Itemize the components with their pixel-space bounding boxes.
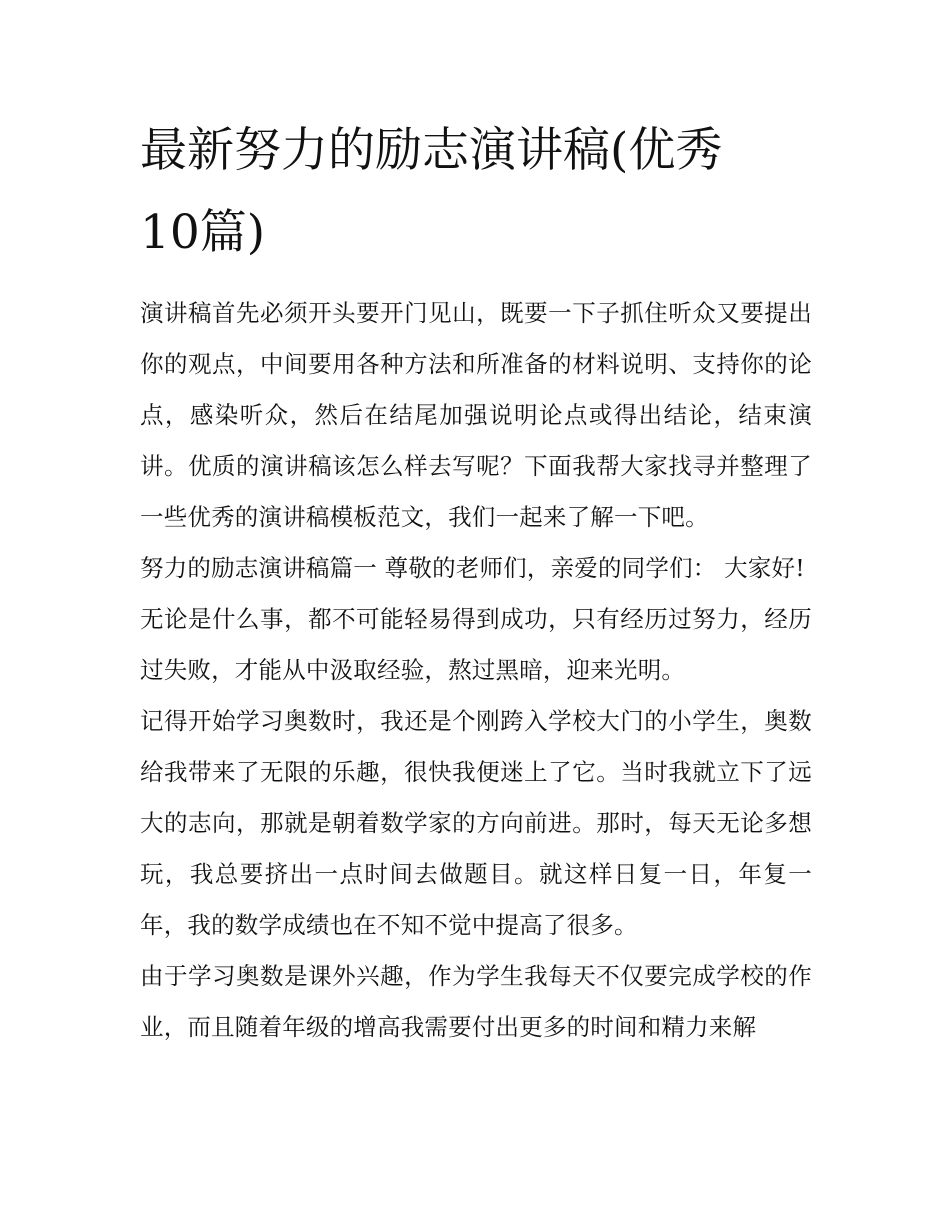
document-page	[140, 110, 812, 1053]
paragraph-intro: 演讲稿首先必须开头要开门见山，既要一下子抓住听众又要提出你的观点，中间要用各种方法和所准备的材料说明、支持你的论点，感染听众，然后在结尾加强说明论点或得出结论，结束演讲。优质的演讲稿该怎么样去写呢？下面我帮大家找寻并整理了一些优秀的演讲稿模板范文，我们一起来了解一下吧。	[140, 299, 812, 531]
paragraph-3: 由于学习奥数是课外兴趣，作为学生我每天不仅要完成学校的作业，而且随着年级的增高我需要付出更多的时间和精力来解	[140, 962, 812, 1041]
document-title: 最新努力的励志演讲稿(优秀10篇)	[140, 123, 723, 260]
paragraph-2: 记得开始学习奥数时，我还是个刚跨入学校大门的小学生，奥数给我带来了无限的乐趣，很快我便迷上了它。当时我就立下了远大的志向，那就是朝着数学家的方向前进。那时，每天无论多想玩，我总要挤出一点时间去做题目。就这样日复一日，年复一年，我的数学成绩也在不知不觉中提高了很多。	[140, 707, 812, 939]
paragraph-1: 无论是什么事，都不可能轻易得到成功，只有经历过努力，经历过失败，才能从中汲取经验，熬过黑暗，迎来光明。	[140, 605, 812, 684]
paragraph-greeting: 努力的励志演讲稿篇一 尊敬的老师们，亲爱的同学们： 大家好!	[140, 554, 805, 582]
